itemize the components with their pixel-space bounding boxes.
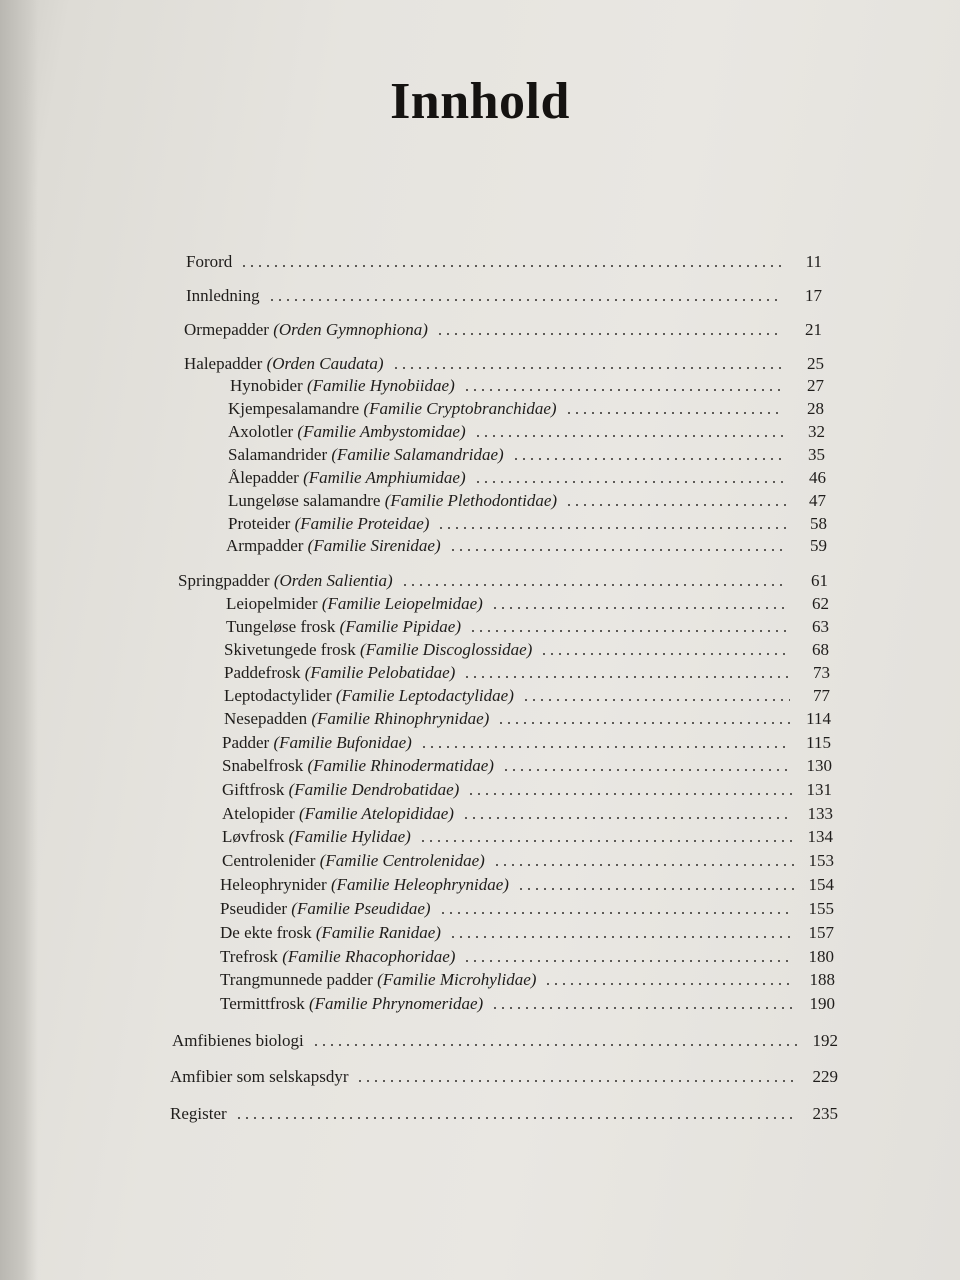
toc-entry-taxon: (Familie Phrynomeridae) (308, 994, 484, 1013)
toc-entry-page-number: 114 (806, 709, 831, 728)
toc-entry (224, 659, 830, 683)
toc-entry (222, 752, 832, 776)
toc-entry-taxon: (Familie Ranidae) (315, 923, 441, 942)
toc-entry (228, 487, 826, 511)
dot-leader (436, 333, 782, 335)
toc-entry-page-number: 154 (808, 875, 834, 894)
page-title: Innhold (390, 73, 570, 130)
toc-entry-page-number: 21 (805, 320, 822, 339)
toc-entry-title: Axolotler (228, 422, 294, 441)
dot-leader (439, 912, 794, 914)
toc-entry-page-number: 62 (812, 594, 829, 613)
toc-entry-taxon: (Familie Leptodactylidae) (335, 686, 514, 705)
dot-leader (401, 584, 788, 586)
toc-entry-page-number: 155 (808, 899, 834, 918)
dot-leader (437, 527, 787, 529)
dot-leader (565, 412, 784, 414)
dot-leader (469, 630, 789, 632)
toc-entry-label (228, 491, 557, 511)
toc-entry-page-number: 131 (806, 780, 832, 799)
toc-entry-title: Termittfrosk (220, 994, 305, 1013)
toc-entry-title: Halepadder (184, 354, 263, 373)
dot-leader (522, 699, 790, 701)
dot-leader (493, 864, 794, 866)
toc-entry (222, 847, 834, 871)
toc-entry-title: Centrolenider (222, 851, 316, 870)
toc-entry-label (226, 536, 441, 556)
toc-entry-page-number: 188 (809, 970, 835, 989)
toc-entry-page-number: 157 (808, 923, 834, 942)
toc-entry-label (186, 286, 260, 306)
toc-entry (184, 350, 824, 374)
toc-entry (230, 372, 824, 396)
toc-entry (220, 943, 834, 967)
toc-entry-page-number: 32 (808, 422, 825, 441)
toc-entry (170, 1063, 838, 1087)
toc-entry-page-number: 25 (807, 354, 824, 373)
dot-leader (449, 936, 794, 938)
toc-entry (224, 682, 830, 706)
toc-entry-taxon: (Familie Leiopelmidae) (321, 594, 483, 613)
dot-leader (462, 817, 793, 819)
toc-entry-label (178, 571, 393, 591)
toc-entry-title: Trefrosk (220, 947, 278, 966)
toc-entry-label (226, 594, 483, 614)
toc-entry-page-number: 115 (806, 733, 831, 752)
toc-entry (170, 1100, 838, 1124)
toc-entry-page-number: 134 (807, 827, 833, 846)
toc-entry-taxon: (Familie Ambystomidae) (297, 422, 466, 441)
toc-entry-taxon: (Familie Discoglossidae) (359, 640, 533, 659)
toc-entry-page-number: 28 (807, 399, 824, 418)
dot-leader (463, 960, 794, 962)
toc-entry-title: Tungeløse frosk (226, 617, 336, 636)
toc-entry-title: Nesepadden (224, 709, 308, 728)
toc-entry-label (222, 804, 454, 824)
toc-entry-title: Giftfrosk (222, 780, 285, 799)
toc-entry-title: Register (170, 1104, 227, 1123)
dot-leader (474, 435, 785, 437)
toc-entry-label (186, 252, 232, 272)
toc-entry (222, 823, 833, 847)
toc-entry-label (228, 422, 466, 442)
toc-entry-label (228, 514, 429, 534)
dot-leader (356, 1080, 798, 1082)
toc-entry-label (228, 445, 504, 465)
toc-entry-title: Trangmunnede padder (220, 970, 373, 989)
toc-entry-page-number: 190 (809, 994, 835, 1013)
dot-leader (463, 676, 790, 678)
toc-entry-title: Forord (186, 252, 233, 271)
toc-entry-taxon: (Familie Cryptobranchidae) (363, 399, 557, 418)
toc-entry-label (220, 994, 483, 1014)
dot-leader (491, 1007, 795, 1009)
toc-entry (226, 590, 829, 614)
toc-entry-label (222, 827, 411, 847)
toc-entry-label (228, 399, 557, 419)
toc-entry-taxon: (Familie Pelobatidae) (304, 663, 456, 682)
toc-entry (220, 895, 834, 919)
toc-entry-page-number: 59 (810, 536, 827, 555)
toc-entry-title: Ålepadder (228, 468, 299, 487)
toc-entry-title: Løvfrosk (222, 827, 285, 846)
toc-entry-label (220, 923, 441, 943)
toc-entry-title: De ekte frosk (220, 923, 312, 942)
toc-entry-label (220, 875, 509, 895)
dot-leader (512, 458, 785, 460)
dot-leader (565, 504, 786, 506)
toc-entry-page-number: 11 (805, 252, 822, 271)
toc-entry-page-number: 35 (808, 445, 825, 464)
toc-entry (224, 705, 831, 729)
dot-leader (392, 367, 784, 369)
toc-entry (228, 441, 825, 465)
toc-entry (228, 395, 824, 419)
toc-entry-page-number: 192 (812, 1031, 838, 1050)
toc-entry-page-number: 58 (810, 514, 827, 533)
toc-entry (172, 1027, 838, 1051)
toc-entry (220, 919, 834, 943)
dot-leader (449, 549, 787, 551)
toc-entry-page-number: 180 (808, 947, 834, 966)
toc-entry-page-number: 61 (811, 571, 828, 590)
toc-entry-taxon: (Familie Dendrobatidae) (288, 780, 460, 799)
toc-entry-title: Kjempesalamandre (228, 399, 360, 418)
toc-entry (220, 990, 835, 1014)
toc-entry-title: Amfibier som selskapsdyr (170, 1067, 349, 1086)
toc-entry-title: Leiopelmider (226, 594, 318, 613)
dot-leader (474, 481, 786, 483)
toc-entry-label (230, 376, 455, 396)
toc-entry-label (224, 663, 455, 683)
toc-entry-title: Armpadder (226, 536, 304, 555)
toc-entry-page-number: 77 (813, 686, 830, 705)
toc-entry-taxon: (Familie Rhinodermatidae) (307, 756, 494, 775)
toc-entry-label (220, 970, 536, 990)
toc-entry-taxon: (Familie Microhylidae) (377, 970, 537, 989)
toc-entry-label (222, 756, 494, 776)
toc-entry-label (224, 709, 489, 729)
toc-entry-page-number: 73 (813, 663, 830, 682)
toc-entry (220, 871, 834, 895)
toc-entry-title: Ormepadder (184, 320, 269, 339)
toc-entry-title: Skivetungede frosk (224, 640, 356, 659)
dot-leader (502, 769, 792, 771)
toc-entry-title: Hynobider (230, 376, 303, 395)
toc-entry-label (170, 1104, 227, 1124)
toc-entry (228, 510, 827, 534)
toc-entry (222, 800, 833, 824)
toc-entry-taxon: (Familie Hynobiidae) (306, 376, 455, 395)
dot-leader (467, 793, 792, 795)
toc-entry-page-number: 27 (807, 376, 824, 395)
toc-entry-taxon: (Familie Amphiumidae) (303, 468, 466, 487)
dot-leader (312, 1044, 798, 1046)
toc-entry-taxon: (Familie Hylidae) (288, 827, 411, 846)
toc-entry-page-number: 63 (812, 617, 829, 636)
toc-entry-title: Pseudider (220, 899, 288, 918)
toc-entry-title: Padder (222, 733, 270, 752)
toc-entry (186, 248, 822, 272)
toc-entry-page-number: 46 (809, 468, 826, 487)
toc-entry-taxon: (Familie Atelopididae) (298, 804, 454, 823)
toc-entry-taxon: (Familie Centrolenidae) (319, 851, 485, 870)
dot-leader (540, 653, 789, 655)
dot-leader (517, 888, 794, 890)
toc-entry-page-number: 68 (812, 640, 829, 659)
toc-entry (222, 776, 832, 800)
toc-entry-title: Paddefrosk (224, 663, 301, 682)
toc-entry-label (224, 640, 532, 660)
toc-entry-taxon: (Familie Pseudidae) (291, 899, 431, 918)
toc-entry-title: Atelopider (222, 804, 295, 823)
dot-leader (463, 389, 784, 391)
toc-entry-title: Proteider (228, 514, 291, 533)
toc-entry-title: Leptodactylider (224, 686, 332, 705)
toc-entry-title: Snabelfrosk (222, 756, 304, 775)
toc-entry-page-number: 130 (806, 756, 832, 775)
dot-leader (491, 607, 789, 609)
dot-leader (268, 299, 782, 301)
toc-entry-title: Heleophrynider (220, 875, 327, 894)
toc-entry-taxon: (Familie Proteidae) (294, 514, 430, 533)
dot-leader (420, 746, 791, 748)
toc-entry (226, 613, 829, 637)
toc-entry-page-number: 47 (809, 491, 826, 510)
dot-leader (240, 265, 782, 267)
toc-entry-page-number: 17 (805, 286, 822, 305)
toc-entry-label (222, 733, 412, 753)
toc-entry-label (184, 354, 384, 374)
toc-entry-taxon: (Familie Heleophrynidae) (330, 875, 509, 894)
toc-entry-label (220, 947, 455, 967)
dot-leader (235, 1117, 798, 1119)
toc-entry-taxon: (Familie Salamandridae) (331, 445, 504, 464)
toc-entry-taxon: (Familie Rhacophoridae) (282, 947, 456, 966)
toc-entry-taxon: (Familie Sirenidae) (307, 536, 441, 555)
toc-entry-title: Springpadder (178, 571, 270, 590)
dot-leader (497, 722, 791, 724)
toc-entry-taxon: (Orden Caudata) (266, 354, 384, 373)
toc-entry-label (222, 780, 459, 800)
toc-entry-taxon: (Familie Plethodontidae) (384, 491, 558, 510)
toc-entry (226, 532, 827, 556)
toc-entry-label (222, 851, 485, 871)
toc-entry-page-number: 229 (812, 1067, 838, 1086)
toc-entry-label (172, 1031, 304, 1051)
toc-entry-page-number: 235 (812, 1104, 838, 1123)
toc-entry-taxon: (Familie Pipidae) (339, 617, 461, 636)
toc-entry (222, 729, 831, 753)
dot-leader (419, 840, 793, 842)
toc-entry-taxon: (Orden Gymnophiona) (273, 320, 428, 339)
toc-entry-page-number: 133 (807, 804, 833, 823)
toc-entry-label (170, 1067, 348, 1087)
toc-entry (224, 636, 829, 660)
toc-entry-taxon: (Orden Salientia) (273, 571, 393, 590)
toc-entry-label (228, 468, 466, 488)
toc-entry (228, 464, 826, 488)
toc-entry-title: Lungeløse salamandre (228, 491, 381, 510)
toc-entry (186, 282, 822, 306)
toc-entry (184, 316, 822, 340)
toc-entry-label (224, 686, 514, 706)
toc-entry-taxon: (Familie Rhinophrynidae) (311, 709, 490, 728)
dot-leader (544, 983, 795, 985)
toc-entry-title: Amfibienes biologi (172, 1031, 304, 1050)
toc-entry-taxon: (Familie Bufonidae) (273, 733, 412, 752)
toc-entry (220, 966, 835, 990)
toc-entry-label (184, 320, 428, 340)
toc-entry-label (226, 617, 461, 637)
toc-entry-page-number: 153 (808, 851, 834, 870)
toc-entry-title: Innledning (186, 286, 260, 305)
toc-entry-title: Salamandrider (228, 445, 328, 464)
toc-entry (228, 418, 825, 442)
toc-entry-label (220, 899, 431, 919)
toc-entry (178, 567, 828, 591)
